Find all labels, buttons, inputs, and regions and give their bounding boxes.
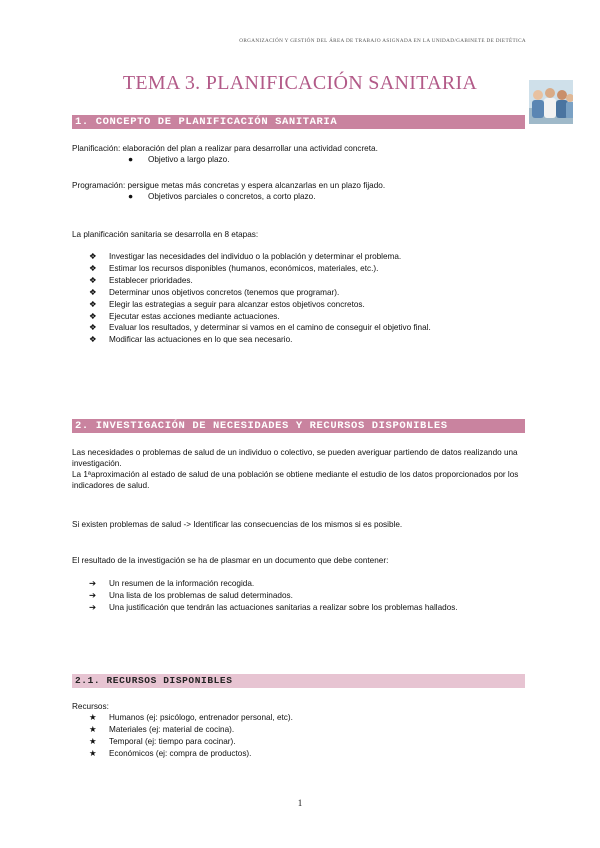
- medical-staff-photo: [529, 80, 573, 124]
- list-item: [89, 724, 293, 736]
- item-text: Una lista de los problemas de salud determinados.: [109, 590, 293, 600]
- programacion-definition: Programación: persigue metas más concretas y espera alcanzarlas en un plazo fijado.: [72, 181, 386, 190]
- section-2-1-heading: 2.1. RECURSOS DISPONIBLES: [72, 674, 525, 688]
- diamond-marker: ❖: [89, 298, 97, 309]
- list-item: [89, 590, 458, 602]
- item-text: Elegir las estrategias a seguir para alcanzar estos objetivos concretos.: [109, 299, 365, 309]
- list-item: [89, 322, 431, 334]
- star-marker: ★: [89, 747, 97, 758]
- list-item: [89, 602, 458, 614]
- diamond-marker: ❖: [89, 262, 97, 273]
- item-text: Humanos (ej: psicólogo, entrenador personal, etc).: [109, 713, 293, 722]
- list-item: [89, 334, 431, 346]
- star-marker: ★: [89, 723, 97, 734]
- planificacion-definition: Planificación: elaboración del plan a realizar para desarrollar una actividad concreta.: [72, 144, 378, 153]
- resultado-paragraph: El resultado de la investigación se ha de plasmar en un documento que debe contener:: [72, 556, 389, 565]
- recursos-intro: Recursos:: [72, 702, 109, 711]
- bullet-text: Objetivo a largo plazo.: [148, 155, 230, 164]
- list-item: [89, 263, 431, 275]
- problemas-paragraph: Si existen problemas de salud -> Identificar las consecuencias de los mismos si es posible.: [72, 520, 403, 529]
- page-title: TEMA 3. PLANIFICACIÓN SANITARIA: [122, 72, 478, 94]
- list-item: [89, 251, 431, 263]
- list-item: [89, 748, 293, 760]
- necesidades-paragraph: Las necesidades o problemas de salud de un individuo o colectivo, se pueden averiguar partiendo de datos realizando una investigación.: [72, 448, 518, 468]
- list-item: [89, 311, 431, 323]
- recursos-list: [89, 712, 293, 760]
- star-marker: ★: [89, 712, 97, 722]
- section-1-heading: 1. CONCEPTO DE PLANIFICACIÓN SANITARIA: [72, 115, 525, 129]
- documento-list: [89, 578, 458, 614]
- list-item: [89, 736, 293, 748]
- item-text: Temporal (ej: tiempo para cocinar).: [109, 736, 236, 746]
- section-2-heading: 2. INVESTIGACIÓN DE NECESIDADES Y RECURSOS DISPONIBLES: [72, 419, 525, 433]
- item-text: Económicos (ej: compra de productos).: [109, 748, 252, 758]
- list-item: [89, 299, 431, 311]
- star-marker: ★: [89, 735, 97, 746]
- item-text: Investigar las necesidades del individuo o la población y determinar el problema.: [109, 252, 402, 261]
- list-item: [89, 287, 431, 299]
- dot-marker: ●: [128, 154, 134, 164]
- arrow-marker: ➔: [89, 578, 97, 588]
- list-item: [89, 275, 431, 287]
- item-text: Materiales (ej: material de cocina).: [109, 724, 235, 734]
- item-text: Modificar las actuaciones en lo que sea necesario.: [109, 335, 293, 345]
- bullet-text: Objetivos parciales o concretos, a corto plazo.: [148, 192, 316, 201]
- item-text: Establecer prioridades.: [109, 275, 193, 285]
- diamond-marker: ❖: [89, 274, 97, 285]
- arrow-marker: ➔: [89, 601, 97, 612]
- diamond-marker: ❖: [89, 322, 97, 333]
- diamond-marker: ❖: [89, 286, 97, 297]
- item-text: Estimar los recursos disponibles (humanos, económicos, materiales, etc.).: [109, 263, 379, 273]
- list-item: [89, 712, 293, 724]
- item-text: Un resumen de la información recogida.: [109, 579, 255, 588]
- diamond-marker: ❖: [89, 334, 97, 345]
- item-text: Una justificación que tendrán las actuaciones sanitarias a realizar sobre los problemas hallados.: [109, 602, 458, 612]
- item-text: Evaluar los resultados, y determinar si vamos en el camino de conseguir el objetivo final.: [109, 323, 431, 333]
- dot-marker: ●: [128, 191, 134, 201]
- running-header: ORGANIZACIÓN Y GESTIÓN DEL ÁREA DE TRABAJO ASIGNADA EN LA UNIDAD/GABINETE DE DIETÉTICA: [239, 38, 526, 44]
- item-text: Ejecutar estas acciones mediante actuaciones.: [109, 311, 280, 321]
- aproximacion-paragraph: La 1ªaproximación al estado de salud de una población se obtiene mediante el estudio de los datos proporcionados por los indicadores de salud.: [72, 470, 519, 490]
- programacion-bullet: [128, 191, 315, 203]
- arrow-marker: ➔: [89, 589, 97, 600]
- diamond-marker: ❖: [89, 251, 97, 261]
- diamond-marker: ❖: [89, 310, 97, 321]
- etapas-intro: La planificación sanitaria se desarrolla en 8 etapas:: [72, 230, 259, 239]
- page-number: 1: [297, 798, 303, 808]
- etapas-list: [89, 251, 431, 346]
- planificacion-bullet: [128, 154, 229, 166]
- item-text: Determinar unos objetivos concretos (tenemos que programar).: [109, 287, 340, 297]
- list-item: [89, 578, 458, 590]
